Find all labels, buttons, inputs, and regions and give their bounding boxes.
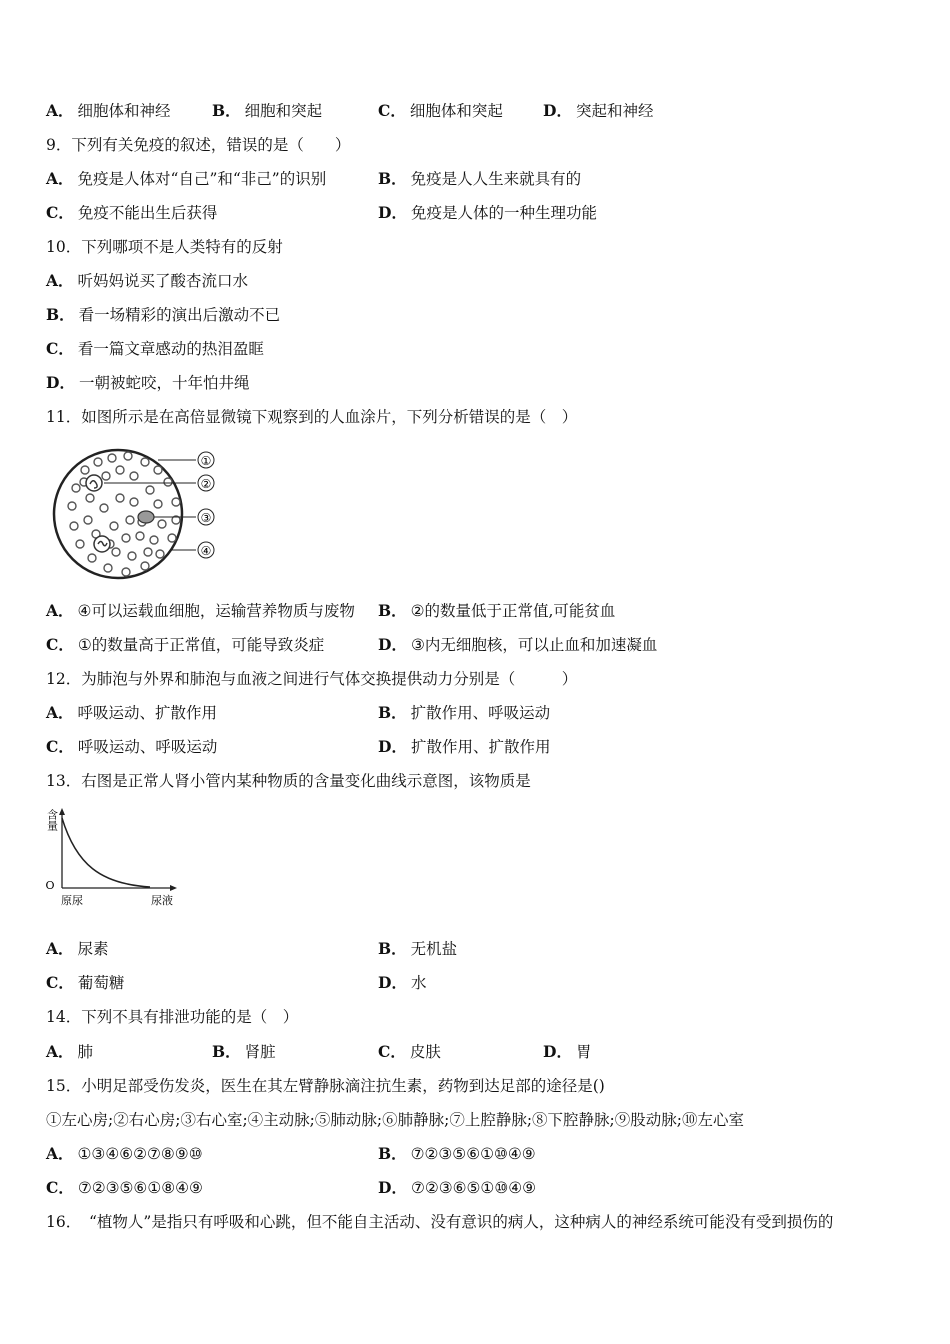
q13-option-b: [378, 939, 457, 959]
option-label: C．: [46, 339, 74, 358]
chart-x-label-end: 尿液: [151, 894, 173, 907]
option-text: 肾脏: [244, 1043, 276, 1061]
option-text: ⑦②③⑤⑥①⑩④⑨: [410, 1145, 536, 1163]
option-text: 免疫是人人生来就具有的: [410, 170, 582, 188]
option-label: D．: [378, 1178, 407, 1197]
q13-option-c: [46, 973, 124, 993]
q11-stem: 11．如图所示是在高倍显微镜下观察到的人血涂片，下列分析错误的是（ ）: [46, 408, 578, 426]
option-label: A．: [46, 1042, 74, 1061]
q12-option-a: [46, 703, 217, 723]
q8-option-a: [46, 101, 171, 121]
option-label: A．: [46, 169, 74, 188]
option-label: D．: [378, 635, 407, 654]
option-label: C．: [46, 203, 74, 222]
option-label: B．: [378, 601, 407, 620]
q13-stem: 13．右图是正常人肾小管内某种物质的含量变化曲线示意图，该物质是: [46, 772, 531, 790]
q8-option-c: [378, 101, 503, 121]
q10-option-d: [46, 373, 249, 393]
figure-label-4: ④: [200, 544, 212, 558]
chart-curve: [62, 818, 150, 887]
option-label: A．: [46, 1144, 74, 1163]
q9-option-b: [378, 169, 581, 189]
option-text: 免疫是人体的一种生理功能: [410, 204, 597, 222]
option-text: 呼吸运动、呼吸运动: [77, 738, 218, 756]
q15-option-b: [378, 1144, 536, 1164]
option-label: C．: [378, 101, 406, 120]
option-text: 扩散作用、呼吸运动: [410, 704, 551, 722]
option-text: 一朝被蛇咬，十年怕井绳: [78, 374, 250, 392]
blood-smear-figure: [50, 440, 230, 590]
q11-option-a: [46, 601, 355, 621]
option-text: 呼吸运动、扩散作用: [77, 704, 218, 722]
option-text: 皮肤: [409, 1043, 441, 1061]
q11-option-b: [378, 601, 615, 621]
option-text: ⑦②③⑤⑥①⑧④⑨: [77, 1179, 203, 1197]
option-label: C．: [46, 635, 74, 654]
q9-option-d: [378, 203, 597, 223]
option-label: B．: [212, 101, 241, 120]
chart-x-label-start: 原尿: [61, 894, 83, 907]
q14-option-a: [46, 1042, 93, 1062]
figure-label-3: ③: [200, 511, 212, 525]
q14-option-c: [378, 1042, 441, 1062]
option-text: 细胞体和神经: [77, 102, 171, 120]
q11-option-c: [46, 635, 324, 655]
option-label: C．: [46, 973, 74, 992]
q10-option-a: [46, 271, 248, 291]
option-label: B．: [378, 169, 407, 188]
option-label: A．: [46, 939, 74, 958]
q9-option-a: [46, 169, 326, 189]
q16-stem: 16． “植物人”是指只有呼吸和心跳，但不能自主活动、没有意识的病人，这种病人的神经系统可能没有受到损伤的: [46, 1213, 834, 1231]
option-label: A．: [46, 601, 74, 620]
option-label: D．: [378, 203, 407, 222]
option-text: 葡萄糖: [77, 974, 125, 992]
option-label: B．: [378, 939, 407, 958]
option-text: 免疫不能出生后获得: [77, 204, 218, 222]
q14-stem: 14．下列不具有排泄功能的是（ ）: [46, 1008, 299, 1026]
q8-option-b: [212, 101, 322, 121]
option-label: D．: [46, 373, 75, 392]
q14-option-d: [543, 1042, 591, 1062]
option-text: 看一场精彩的演出后激动不已: [78, 306, 281, 324]
option-label: A．: [46, 101, 74, 120]
option-text: 听妈妈说买了酸杏流口水: [77, 272, 249, 290]
q13-option-a: [46, 939, 109, 959]
q10-stem: 10．下列哪项不是人类特有的反射: [46, 238, 283, 256]
q12-stem: 12．为肺泡与外界和肺泡与血液之间进行气体交换提供动力分别是（ ）: [46, 670, 578, 688]
q9-option-c: [46, 203, 217, 223]
option-label: D．: [543, 1042, 572, 1061]
option-text: 突起和神经: [575, 102, 654, 120]
q15-option-c: [46, 1178, 203, 1198]
option-text: 看一篇文章感动的热泪盈眶: [77, 340, 264, 358]
option-text: ①③④⑥②⑦⑧⑨⑩: [77, 1145, 203, 1163]
option-label: B．: [378, 703, 407, 722]
option-label: B．: [212, 1042, 241, 1061]
q8-option-d: [543, 101, 653, 121]
option-text: ④可以运载血细胞，运输营养物质与废物: [77, 602, 355, 620]
option-text: 肺: [77, 1043, 94, 1061]
q12-option-c: [46, 737, 217, 757]
option-label: B．: [378, 1144, 407, 1163]
option-text: 扩散作用、扩散作用: [410, 738, 551, 756]
option-label: C．: [46, 1178, 74, 1197]
option-text: ③内无细胞核，可以止血和加速凝血: [410, 636, 658, 654]
option-label: C．: [46, 737, 74, 756]
option-label: A．: [46, 703, 74, 722]
option-label: D．: [543, 101, 572, 120]
q10-option-c: [46, 339, 264, 359]
q11-option-d: [378, 635, 657, 655]
figure-label-1: ①: [200, 454, 212, 468]
option-text: 免疫是人体对“自己”和“非己”的识别: [77, 170, 327, 188]
q9-stem: 9．下列有关免疫的叙述，错误的是（ ）: [46, 136, 351, 154]
option-text: 胃: [575, 1043, 592, 1061]
option-label: D．: [378, 973, 407, 992]
q13-option-d: [378, 973, 426, 993]
urine-curve-chart: [40, 804, 190, 914]
option-text: 尿素: [77, 940, 109, 958]
q15-stem: 15．小明足部受伤发炎，医生在其左臂静脉滴注抗生素，药物到达足部的途径是(): [46, 1077, 605, 1095]
q12-option-b: [378, 703, 550, 723]
figure-label-2: ②: [200, 477, 212, 491]
option-label: B．: [46, 305, 75, 324]
option-label: D．: [378, 737, 407, 756]
q10-option-b: [46, 305, 280, 325]
option-text: ②的数量低于正常值,可能贫血: [410, 602, 616, 620]
option-text: ⑦②③⑥⑤①⑩④⑨: [410, 1179, 537, 1197]
option-text: 细胞体和突起: [409, 102, 503, 120]
chart-origin: O: [45, 879, 55, 892]
q15-option-d: [378, 1178, 536, 1198]
option-text: ①的数量高于正常值，可能导致炎症: [77, 636, 325, 654]
q15-option-a: [46, 1144, 203, 1164]
chart-y-label: 含量: [45, 809, 59, 831]
q14-option-b: [212, 1042, 276, 1062]
option-label: C．: [378, 1042, 406, 1061]
option-text: 细胞和突起: [244, 102, 323, 120]
q12-option-d: [378, 737, 550, 757]
option-label: A．: [46, 271, 74, 290]
option-text: 水: [410, 974, 427, 992]
q15-items: ①左心房;②右心房;③右心室;④主动脉;⑤肺动脉;⑥肺静脉;⑦上腔静脉;⑧下腔静脉;⑨股动脉;⑩左心室: [46, 1111, 745, 1129]
option-text: 无机盐: [410, 940, 458, 958]
